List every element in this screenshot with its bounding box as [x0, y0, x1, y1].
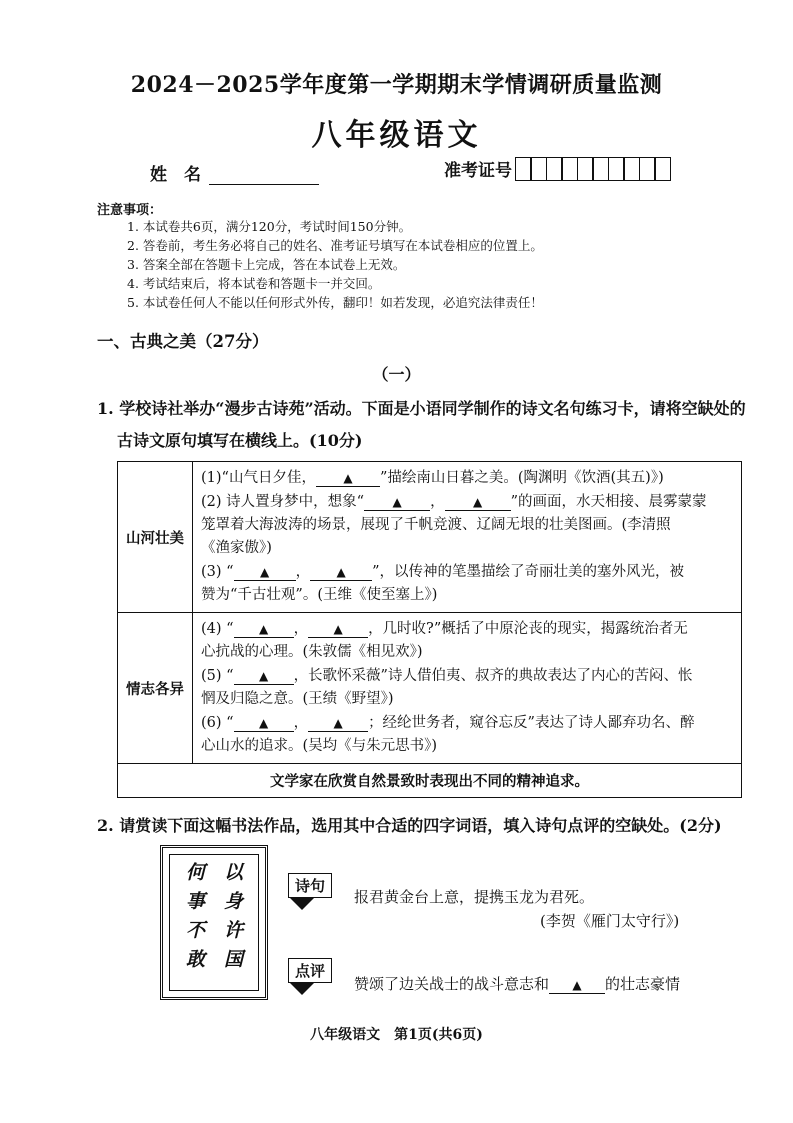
notice-item: 3. 答案全部在答题卡上完成，答在本试卷上无效。 — [127, 257, 406, 272]
item-5: (5) “ ▲ ，长歌怀采薇”诗人借伯夷、叔齐的典故表达了内心的苦闷、怅 惘及归隐之意。(王绩《野望》) — [201, 668, 693, 707]
comment-tag — [288, 958, 332, 995]
section-title: 一、古典之美（27分） — [97, 332, 269, 351]
calligraphy-artwork — [160, 845, 268, 1000]
exam-id-box[interactable] — [515, 157, 532, 181]
exam-id-box[interactable] — [592, 157, 609, 181]
exam-id-box[interactable] — [639, 157, 656, 181]
notice-item: 4. 考试结束后，将本试卷和答题卡一并交回。 — [127, 276, 381, 291]
item-2: (2) 诗人置身梦中，想象“ ▲ ， ▲ ”的画面，水天相接、晨雾蒙蒙 笼罩着大海波涛的场景，展现了千帆竞渡、辽阔无垠的壮美图画。(李清照 《渔家傲》) — [201, 494, 707, 556]
answer-blank[interactable]: ▲ — [445, 494, 511, 511]
poetry-table — [117, 461, 742, 798]
name-line[interactable] — [209, 166, 319, 185]
exam-id-box[interactable] — [530, 157, 547, 181]
question-1-line2: 古诗文原句填写在横线上。(10分) — [117, 431, 363, 450]
item-3: (3) “ ▲ ， ▲ ”，以传神的笔墨描绘了奇丽壮美的塞外风光，被 赞为“千古壮观”。(王维《使至塞上》) — [201, 564, 684, 603]
part-title: （一） — [372, 365, 421, 384]
exam-id-box[interactable] — [654, 157, 671, 181]
exam-id-box[interactable] — [546, 157, 563, 181]
name-label: 姓 名 — [150, 165, 201, 185]
answer-blank[interactable]: ▲ — [364, 494, 430, 511]
category-landscape: 山河壮美 — [118, 462, 193, 613]
table-footer: 文学家在欣赏自然景致时表现出不同的精神追求。 — [118, 764, 742, 798]
item-4: (4) “ ▲ ， ▲ ，几时收?”概括了中原沦丧的现实，揭露统治者无 心抗战的心理。(朱敦儒《相见欢》) — [201, 621, 688, 660]
exam-id-box[interactable] — [623, 157, 640, 181]
exam-id-box[interactable] — [577, 157, 594, 181]
calligraphy-left-column: 何事不敢 — [183, 862, 205, 978]
notice-item: 2. 答卷前，考生务必将自己的姓名、准考证号填写在本试卷相应的位置上。 — [127, 238, 543, 253]
comment-line: 赞颂了边关战士的战斗意志和 ▲ 的壮志豪情 — [354, 975, 681, 993]
notice-item: 1. 本试卷共6页，满分120分，考试时间150分钟。 — [127, 219, 412, 234]
calligraphy-right-column: 以身许国 — [221, 862, 243, 978]
comment-tag-label: 点评 — [288, 958, 332, 983]
answer-blank[interactable]: ▲ — [234, 621, 294, 638]
poem-tag-label: 诗句 — [288, 873, 332, 898]
poem-line: 报君黄金台上意，提携玉龙为君死。 — [354, 888, 595, 906]
exam-id-boxes[interactable] — [516, 157, 671, 181]
answer-blank[interactable]: ▲ — [308, 621, 368, 638]
exam-id-box[interactable] — [561, 157, 578, 181]
exam-id-label: 准考证号 — [444, 161, 512, 181]
landscape-items — [193, 462, 742, 613]
poem-tag — [288, 873, 332, 910]
category-aspirations: 情志各异 — [118, 613, 193, 764]
notice-heading: 注意事项： — [97, 203, 163, 218]
page-footer: 八年级语文 第1页(共6页) — [310, 1027, 483, 1043]
exam-id-field — [444, 156, 671, 181]
item-1: (1)“山气日夕佳， ▲ ”描绘南山日暮之美。(陶渊明《饮酒(其五)》) — [201, 470, 664, 486]
aspiration-items — [193, 613, 742, 764]
notice-list — [127, 217, 543, 312]
answer-blank[interactable]: ▲ — [234, 715, 294, 732]
answer-blank[interactable]: ▲ — [308, 715, 368, 732]
notice-item: 5. 本试卷任何人不能以任何形式外传，翻印！如若发现，必追究法律责任！ — [127, 295, 543, 310]
name-field — [150, 160, 319, 185]
item-6: (6) “ ▲ ， ▲ ；经纶世务者，窥谷忘反”表达了诗人鄙弃功名、醉 心山水的追求。(吴均《与朱元思书》) — [201, 715, 695, 754]
question-2: 2. 请赏读下面这幅书法作品，选用其中合适的四字词语，填入诗句点评的空缺处。(2分) — [97, 816, 722, 835]
callout-arrow-icon — [290, 898, 314, 910]
answer-blank[interactable]: ▲ — [234, 564, 296, 581]
answer-blank[interactable]: ▲ — [234, 668, 294, 685]
answer-blank[interactable]: ▲ — [310, 564, 372, 581]
question-1 — [97, 393, 757, 457]
poem-source: (李贺《雁门太守行》) — [540, 912, 680, 930]
exam-title: 2024－2025学年度第一学期期末学情调研质量监测 — [130, 72, 663, 98]
subject-title: 八年级语文 — [311, 118, 482, 153]
callout-arrow-icon — [290, 983, 314, 995]
answer-blank[interactable]: ▲ — [316, 470, 380, 487]
answer-blank[interactable]: ▲ — [549, 977, 605, 994]
exam-id-box[interactable] — [608, 157, 625, 181]
question-1-line1: 1. 学校诗社举办“漫步古诗苑”活动。下面是小语同学制作的诗文名句练习卡，请将空缺处的 — [97, 399, 746, 418]
